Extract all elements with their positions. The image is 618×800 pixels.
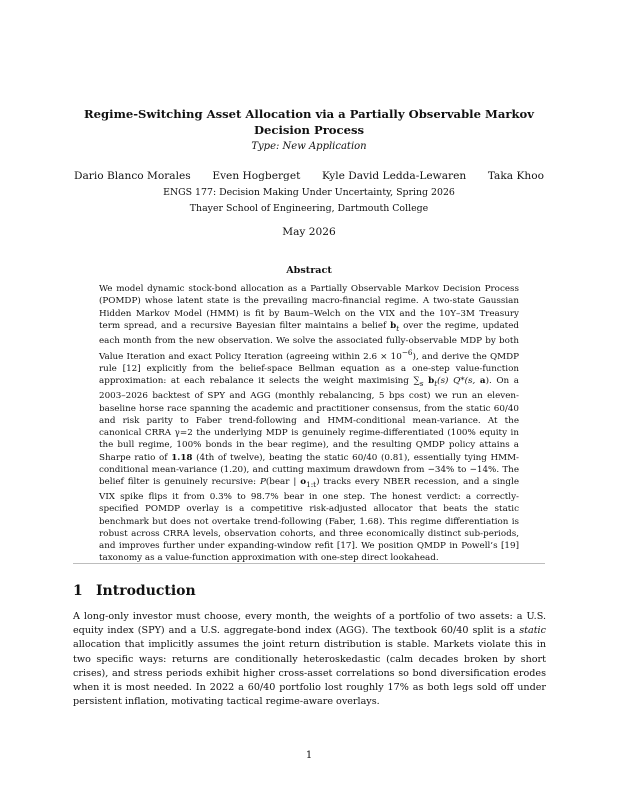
paper-date: May 2026 <box>282 226 336 238</box>
sum-subscript: s <box>419 379 424 389</box>
belief-subscript: t <box>396 323 400 333</box>
intro-emphasis: static <box>519 625 546 637</box>
probability-args: (bear | <box>265 477 301 488</box>
abstract-body <box>99 283 519 565</box>
sharpe-ratio-value: 1.18 <box>171 452 193 463</box>
belief-symbol: b <box>390 320 397 331</box>
formula-text: (s) Q*(s, <box>437 376 480 387</box>
paper-type-note: Type: New Application <box>251 141 367 152</box>
abstract-text: tracks every NBER recession, and a single VIX spike flips it from 0.3% to 98.7% bear in one step. The honest verdict: a correctly-specified POMDP overlay is a competitive risk-adjusted allocator that beats the static benchmark but does not overtake trend-following (Faber, 1.68). This regime differentiation is robust across CRRA levels, observation cohorts, and three economically distinct sub-periods, and improves further under expanding-window refit [17]. We position QMDP in Powell’s [19] taxonomy as a value-function approximation with one-step direct lookahead. <box>99 477 520 564</box>
author-name: Taka Khoo <box>487 170 544 182</box>
abstract-text: . On a 2003–2026 backtest of SPY and AGG (monthly rebalancing, 5 bps cost) we run an eleven-baseline horse race spanning the academic and practitioner consensus, from the static 60/40 and risk parity to Faber trend-following and HMM-conditional mean-variance. At the canonical CRRA γ=2 the underlying MDP is genuinely regime-differentiated (100% equity in the bull regime, 100% bonds in the bear regime), and the resulting QMDP policy attains a Sharpe ratio of <box>99 376 519 463</box>
section-number: 1 <box>73 583 83 599</box>
intro-text: allocation that implicitly assumes the joint return distribution is stable. Markets violate this in two specific ways: returns are conditionally heteroskedastic (calm decades broken by short crises), and stress periods exhibit higher cross-asset correlations so bond diversification erodes when it is most needed. In 2022 a 60/40 portfolio lost roughly 17% as both legs sold off under persistent inflation, motivating tactical regime-aware overlays. <box>73 639 546 708</box>
author-name: Kyle David Ledda-Lewaren <box>321 170 467 182</box>
observation-symbol: o <box>300 477 307 488</box>
formula-belief: b <box>428 376 435 387</box>
author-name: Dario Blanco Morales <box>74 170 191 182</box>
abstract-text: ), and derive the QMDP rule [12] explicitly from the belief-space Bellman equation as a one-step value-function approximation: at each rebalance it selects the weight maximising <box>99 351 519 387</box>
abstract-heading: Abstract <box>286 265 332 276</box>
paper-title: Regime-Switching Asset Allocation via a Partially Observable Markov Decision Process <box>84 107 534 137</box>
probability-symbol: P <box>259 477 266 488</box>
section-divider <box>73 563 545 564</box>
affiliation-school: Thayer School of Engineering, Dartmouth College <box>189 203 429 214</box>
page-number: 1 <box>305 750 313 761</box>
author-name: Even Hogberget <box>212 170 301 182</box>
section-title: Introduction <box>96 583 196 599</box>
sum-symbol: ∑ <box>413 376 420 387</box>
abstract-text: We model dynamic stock-bond allocation as a Partially Observable Markov Decision Process (POMDP) whose latent state is the prevailing macro-financial regime. A two-state Gaussian Hidden Markov Model (HMM) is fit by Baum–Welch on the VIX and the 10Y–3M Treasury term spread, and a recursive Bayesian filter maintains a belief <box>99 284 519 331</box>
author-list <box>74 169 544 183</box>
introduction-paragraph <box>73 610 546 709</box>
tolerance-exponent: −6 <box>401 348 413 357</box>
affiliation-course: ENGS 177: Decision Making Under Uncertainty, Spring 2026 <box>163 187 455 198</box>
intro-text: A long-only investor must choose, every month, the weights of a portfolio of two assets: a U.S. equity index (SPY) and a U.S. aggregate-bond index (AGG). The textbook 60/40 split is a <box>73 611 546 637</box>
abstract-text: over the regime, updated each month from the new observation. We solve the associated fully-observable MDP by both Value Iteration and exact Policy Iteration (agreeing within 2.6 × 10 <box>99 320 519 362</box>
probability-close: ) <box>316 477 320 488</box>
formula-action: a <box>479 376 486 387</box>
section-heading <box>73 582 196 600</box>
abstract-text: (4th of twelve), beating the static 60/40 (0.81), essentially tying HMM-conditional mean-variance (1.20), and cutting maximum drawdown from −34% to −14%. The belief filter is genuinely recursive: <box>99 452 519 488</box>
formula-close: ) <box>485 376 489 387</box>
observation-subscript: 1:t <box>306 479 317 489</box>
formula-belief-subscript: t <box>434 379 438 389</box>
